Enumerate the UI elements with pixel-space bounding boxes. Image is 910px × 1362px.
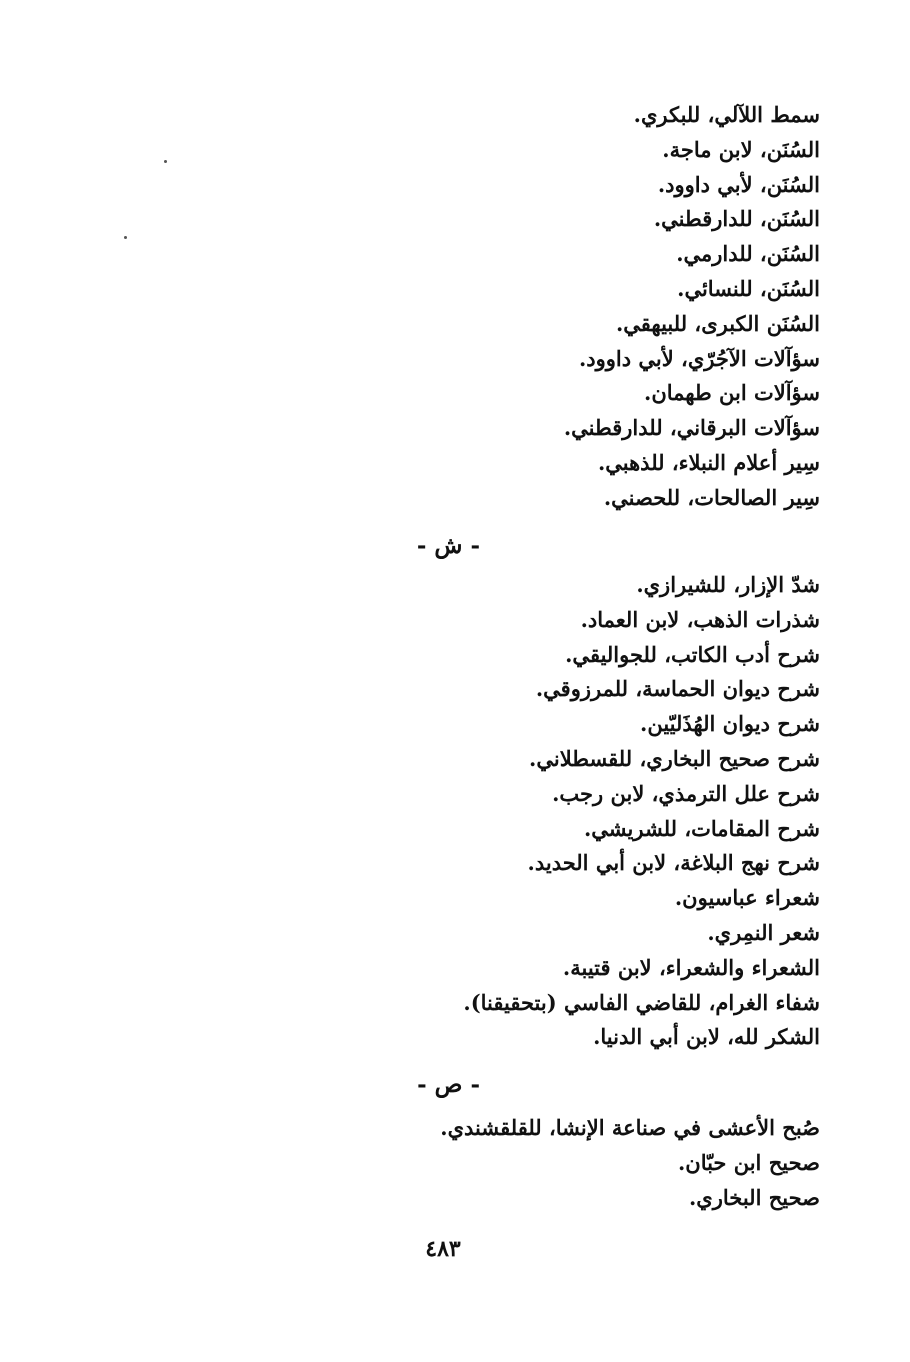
list-item: شذرات الذهب، لابن العماد.	[580, 606, 820, 632]
list-item: شفاء الغرام، للقاضي الفاسي (بتحقيقنا).	[463, 989, 820, 1015]
section-heading-sad: - ص -	[417, 1071, 480, 1098]
list-item: شرح ديوان الهُذَليّين.	[640, 711, 820, 737]
page-number: ٤٨٣	[425, 1236, 461, 1262]
list-item: السُنَن، لابن ماجة.	[662, 136, 820, 162]
list-item: سؤآلات ابن طهمان.	[644, 380, 820, 406]
entry-list-sad	[440, 1111, 820, 1215]
list-item: سؤآلات البرقاني، للدارقطني.	[563, 415, 820, 441]
list-item: شرح نهج البلاغة، لابن أبي الحديد.	[527, 850, 820, 876]
scan-speck	[164, 160, 167, 163]
list-item: صحيح ابن حبّان.	[677, 1149, 820, 1175]
list-item: شرح ديوان الحماسة، للمرزوقي.	[535, 676, 820, 702]
list-item: شرح أدب الكاتب، للجواليقي.	[565, 641, 820, 667]
section-heading-shin: - ش -	[416, 532, 480, 559]
scan-speck	[124, 236, 127, 239]
list-item: السُنَن، للنسائي.	[677, 275, 820, 301]
list-item: سِير أعلام النبلاء، للذهبي.	[597, 449, 820, 475]
list-item: السُنَن، للدارمي.	[676, 241, 820, 267]
list-item: سِير الصالحات، للحصني.	[603, 484, 820, 510]
list-item: شعر النمِري.	[707, 919, 820, 945]
list-item: شرح صحيح البخاري، للقسطلاني.	[529, 745, 820, 771]
list-item: سؤآلات الآجُرّي، لأبي داوود.	[578, 345, 820, 371]
entry-list-shin	[463, 568, 820, 1055]
list-item: شرح المقامات، للشريشي.	[583, 815, 820, 841]
list-item: سمط اللآلي، للبكري.	[633, 102, 820, 127]
list-item: الشعراء والشعراء، لابن قتيبة.	[562, 954, 820, 980]
list-item: السُنَن، لأبي داوود.	[657, 171, 820, 197]
list-item: شعراء عباسيون.	[674, 885, 820, 911]
list-item: شدّ الإزار، للشيرازي.	[636, 572, 820, 597]
list-item: السُنَن الكبرى، للبيهقي.	[615, 310, 820, 336]
list-item: السُنَن، للدارقطني.	[653, 206, 820, 232]
list-item: الشكر لله، لابن أبي الدنيا.	[593, 1024, 820, 1050]
list-item: صحيح البخاري.	[688, 1184, 820, 1210]
entry-list-sin	[564, 98, 820, 516]
list-item: صُبح الأعشى في صناعة الإنشا، للقلقشندي.	[440, 1115, 820, 1140]
list-item: شرح علل الترمذي، لابن رجب.	[552, 780, 820, 806]
